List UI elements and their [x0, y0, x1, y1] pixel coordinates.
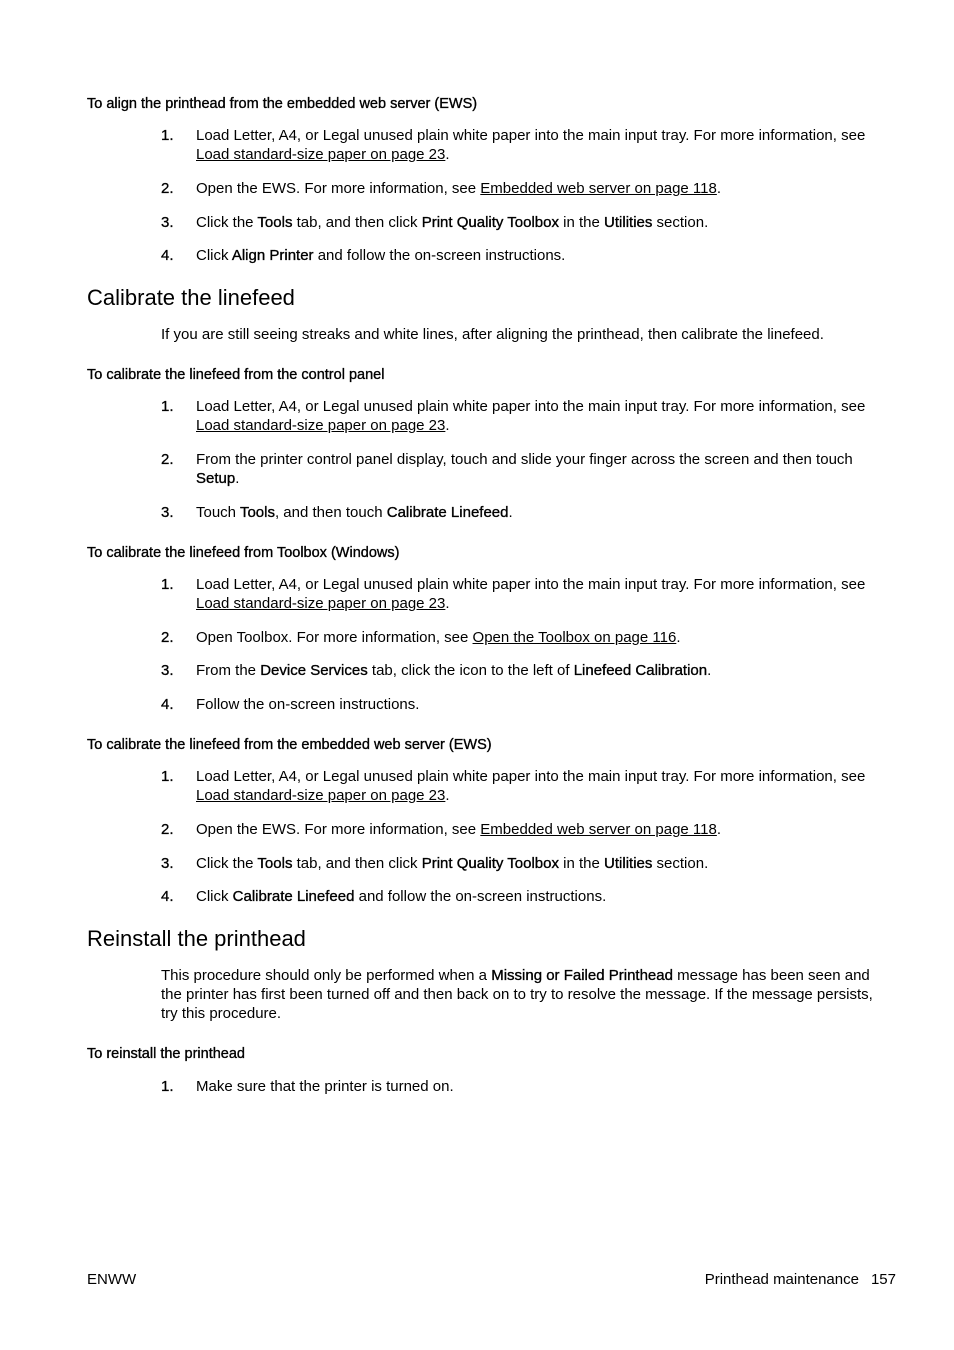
step-number: 1. — [161, 127, 174, 144]
step-text: From the printer control panel display, touch and slide your finger across the screen and then touch Setup. — [196, 451, 853, 487]
calibrate-toolbox-heading: To calibrate the linefeed from Toolbox (Windows) — [87, 545, 400, 561]
step-text: Load Letter, A4, or Legal unused plain white paper into the main input tray. For more information, see Load standard-size paper on page 23. — [196, 576, 866, 612]
step-text: Follow the on-screen instructions. — [196, 696, 420, 713]
calibrate-intro: If you are still seeing streaks and white lines, after aligning the printhead, then calibrate the linefeed. — [161, 326, 824, 343]
step-number: 2. — [161, 821, 174, 838]
step-number: 3. — [161, 855, 174, 872]
load-paper-link[interactable]: Load standard-size paper on page 23 — [196, 787, 446, 804]
step-text: Load Letter, A4, or Legal unused plain white paper into the main input tray. For more information, see Load standard-size paper on page 23. — [196, 127, 866, 163]
load-paper-link[interactable]: Load standard-size paper on page 23 — [196, 417, 446, 434]
step-number: 4. — [161, 888, 174, 905]
footer-locale: ENWW — [87, 1271, 137, 1288]
reinstall-heading: To reinstall the printhead — [87, 1046, 245, 1062]
step-text: Open Toolbox. For more information, see Open the Toolbox on page 116. — [196, 629, 681, 646]
step-text: Open the EWS. For more information, see Embedded web server on page 118. — [196, 821, 722, 838]
ews-link[interactable]: Embedded web server on page 118 — [480, 821, 717, 838]
align-ews-heading: To align the printhead from the embedded web server (EWS) — [87, 96, 478, 112]
step-text: Touch Tools, and then touch Calibrate Linefeed. — [196, 504, 513, 521]
calibrate-ews-heading: To calibrate the linefeed from the embedded web server (EWS) — [87, 737, 492, 753]
step-text: Click the Tools tab, and then click Print Quality Toolbox in the Utilities section. — [196, 214, 709, 231]
step-number: 1. — [161, 1078, 174, 1095]
step-text: Make sure that the printer is turned on. — [196, 1078, 454, 1095]
calibrate-control-panel-heading: To calibrate the linefeed from the control panel — [87, 367, 385, 383]
footer-section — [705, 1271, 896, 1289]
step-number: 1. — [161, 576, 174, 593]
load-paper-link[interactable]: Load standard-size paper on page 23 — [196, 595, 446, 612]
step-text: Open the EWS. For more information, see Embedded web server on page 118. — [196, 180, 722, 197]
step-number: 2. — [161, 451, 174, 468]
reinstall-printhead-title: Reinstall the printhead — [87, 926, 306, 951]
step-number: 4. — [161, 247, 174, 264]
footer-section-title: Printhead maintenance — [704, 1271, 859, 1288]
page-number: 157 — [870, 1271, 896, 1288]
load-paper-link[interactable]: Load standard-size paper on page 23 — [196, 146, 446, 163]
step-text: Load Letter, A4, or Legal unused plain white paper into the main input tray. For more information, see Load standard-size paper on page 23. — [196, 768, 866, 804]
step-number: 2. — [161, 180, 174, 197]
step-number: 4. — [161, 696, 174, 713]
step-number: 2. — [161, 629, 174, 646]
open-toolbox-link[interactable]: Open the Toolbox on page 116 — [472, 629, 677, 646]
step-text: From the Device Services tab, click the icon to the left of Linefeed Calibration. — [196, 662, 712, 679]
ews-link[interactable]: Embedded web server on page 118 — [480, 180, 717, 197]
step-number: 3. — [161, 662, 174, 679]
calibrate-linefeed-title: Calibrate the linefeed — [87, 285, 295, 310]
step-text: Load Letter, A4, or Legal unused plain white paper into the main input tray. For more information, see Load standard-size paper on page 23. — [196, 398, 866, 434]
step-text: Click Calibrate Linefeed and follow the on-screen instructions. — [196, 888, 607, 905]
step-number: 1. — [161, 398, 174, 415]
step-text: Click Align Printer and follow the on-screen instructions. — [196, 247, 566, 264]
step-number: 3. — [161, 504, 174, 521]
reinstall-intro: This procedure should only be performed when a Missing or Failed Printhead message has been seen and the printer has first been turned off and then back on to try to resolve the message. If the message persists, try this procedure. — [161, 967, 873, 1022]
step-number: 1. — [161, 768, 174, 785]
step-number: 3. — [161, 214, 174, 231]
step-text: Click the Tools tab, and then click Print Quality Toolbox in the Utilities section. — [196, 855, 709, 872]
